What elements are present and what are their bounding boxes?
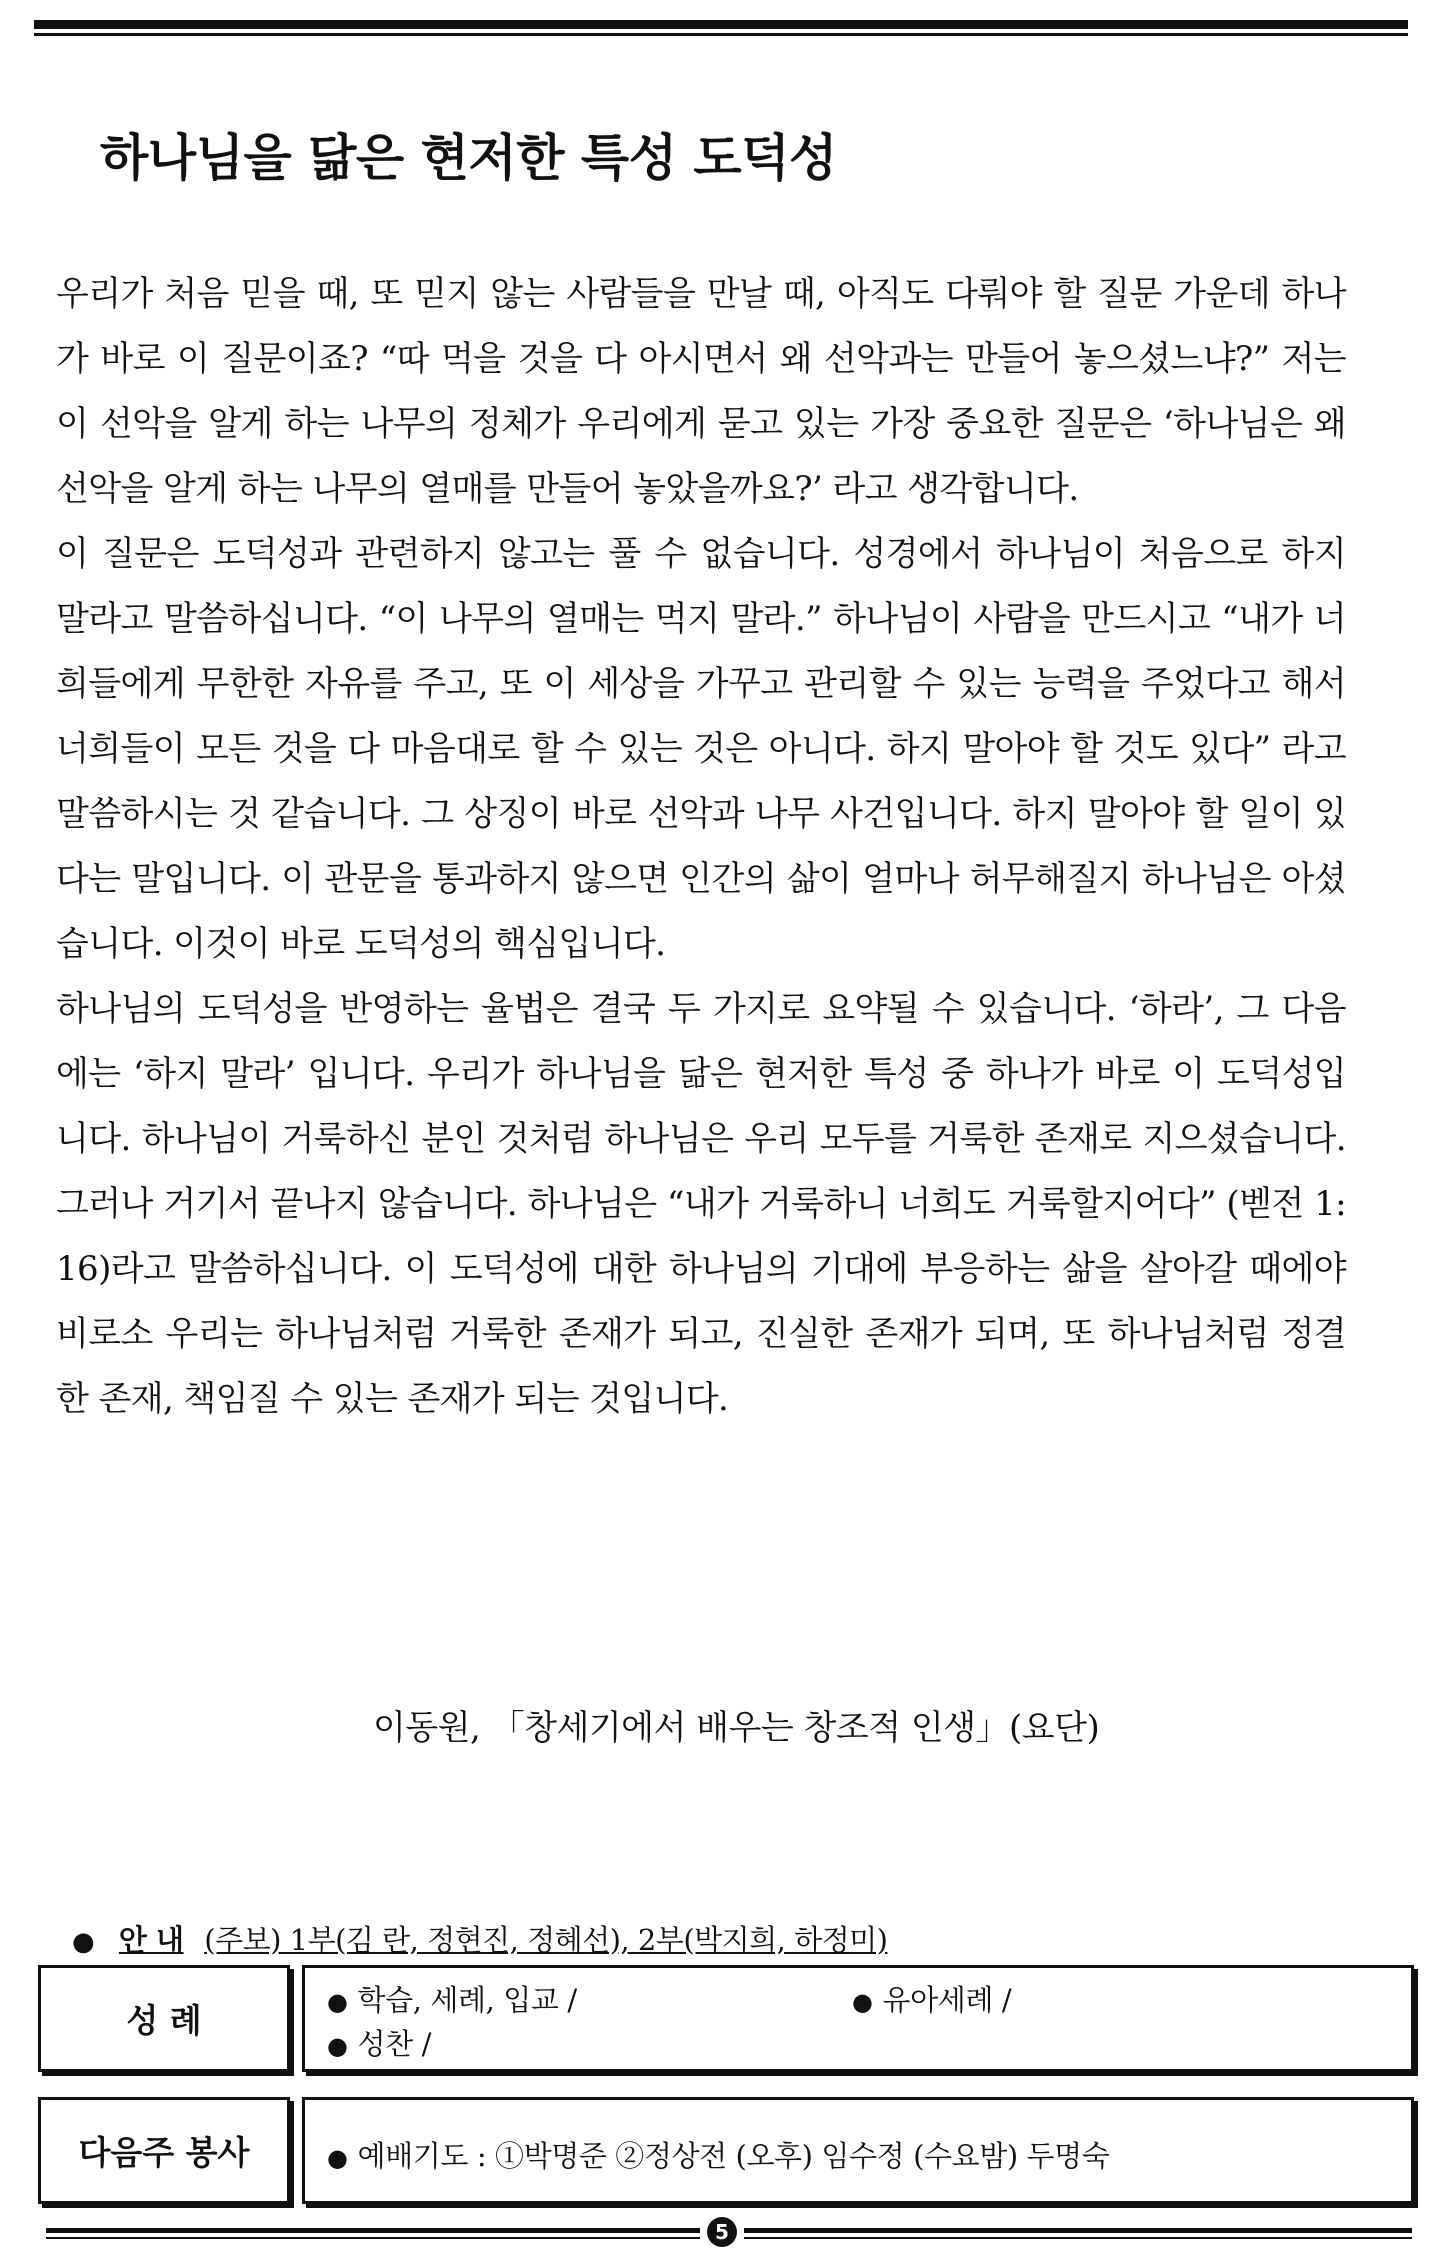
sacraments-label: 성 례 — [38, 1965, 290, 2072]
prayer-schedule: ● 예배기도 : ①박명준 ②정상전 (오후) 임수정 (수요밤) 두명숙 — [327, 2139, 1110, 2173]
notice-text: (주보) 1부(김 란, 정현진, 정혜선), 2부(박지희, 하정미) — [204, 1923, 888, 1957]
bottom-rule-left-thin — [46, 2237, 700, 2239]
bullet-icon: ● — [327, 1988, 348, 2016]
page-number: 5 — [707, 2217, 737, 2247]
paragraph-3: 하나님의 도덕성을 반영하는 율법은 결국 두 가지로 요약될 수 있습니다. ‘하라’, 그 다음에는 ‘하지 말라’ 입니다. 우리가 하나님을 닮은 현저한 특성 중 하나가 바로 이 도덕성입니다. 하나님이 거룩하신 분인 것처럼 하나님은 우리 모두를 거룩한 존재로 지으셨습니다. 그러나 거기서 끝나지 않습니다. 하나님은 “내가 거룩하니 너희도 거룩할지어다” (벧전 1:16)라고 말씀하십니다. 이 도덕성에 대한 하나님의 기대에 부응하는 삶을 살아갈 때에야 비로소 우리는 하나님처럼 거룩한 존재가 되고, 진실한 존재가 되며, 또 하나님처럼 정결한 존재, 책임질 수 있는 존재가 되는 것입니다. — [56, 989, 1346, 1419]
bullet-icon: ● — [327, 2144, 348, 2172]
top-rule-thick — [34, 20, 1408, 29]
page-title: 하나님을 닮은 현저한 특성 도덕성 — [100, 129, 837, 187]
notice-line — [72, 1918, 887, 1959]
bottom-rule-right-thin — [744, 2237, 1412, 2239]
paragraph-2: 이 질문은 도덕성과 관련하지 않고는 풀 수 없습니다. 성경에서 하나님이 처음으로 하지 말라고 말씀하십니다. “이 나무의 열매는 먹지 말라.” 하나님이 사람을 만드시고 “내가 너희들에게 무한한 자유를 주고, 또 이 세상을 가꾸고 관리할 수 있는 능력을 주었다고 해서 너희들이 모든 것을 다 마음대로 할 수 있는 것은 아니다. 하지 말아야 할 것도 있다” 라고 말씀하시는 것 같습니다. 그 상징이 바로 선악과 나무 사건입니다. 하지 말아야 할 일이 있다는 말입니다. 이 관문을 통과하지 않으면 인간의 삶이 얼마나 허무해질지 하나님은 아셨습니다. 이것이 바로 도덕성의 핵심입니다. — [56, 534, 1346, 964]
top-rule-thin — [34, 33, 1408, 36]
article-body — [56, 262, 1346, 1432]
sacrament-item-communion: ● 성찬 / — [327, 2027, 431, 2061]
sacraments-row — [38, 1965, 1418, 2072]
bottom-rule-left — [46, 2228, 700, 2233]
sacrament-item-baptism: ● 학습, 세례, 입교 / — [327, 1983, 577, 2017]
notice-label: 안 내 — [118, 1923, 184, 1957]
bullet-icon: ● — [852, 1988, 873, 2016]
paragraph-1: 우리가 처음 믿을 때, 또 믿지 않는 사람들을 만날 때, 아직도 다뤄야 할 질문 가운데 하나가 바로 이 질문이죠? “따 먹을 것을 다 아시면서 왜 선악과는 만들어 놓으셨느냐?” 저는 이 선악을 알게 하는 나무의 정체가 우리에게 묻고 있는 가장 중요한 질문은 ‘하나님은 왜 선악을 알게 하는 나무의 열매를 만들어 놓았을까요?’ 라고 생각합니다. — [56, 274, 1346, 509]
sacraments-content — [302, 1965, 1414, 2072]
next-week-label: 다음주 봉사 — [38, 2097, 290, 2204]
source-citation: 이동원, 「창세기에서 배우는 창조적 인생」(요단) — [373, 1708, 1100, 1748]
sacrament-item-infant-baptism: ● 유아세례 / — [852, 1983, 1012, 2017]
next-week-service-row — [38, 2097, 1418, 2204]
bullet-icon: ● — [72, 1927, 95, 1957]
next-week-content — [302, 2097, 1414, 2204]
bottom-rule-right — [744, 2228, 1412, 2233]
bullet-icon: ● — [327, 2032, 348, 2060]
